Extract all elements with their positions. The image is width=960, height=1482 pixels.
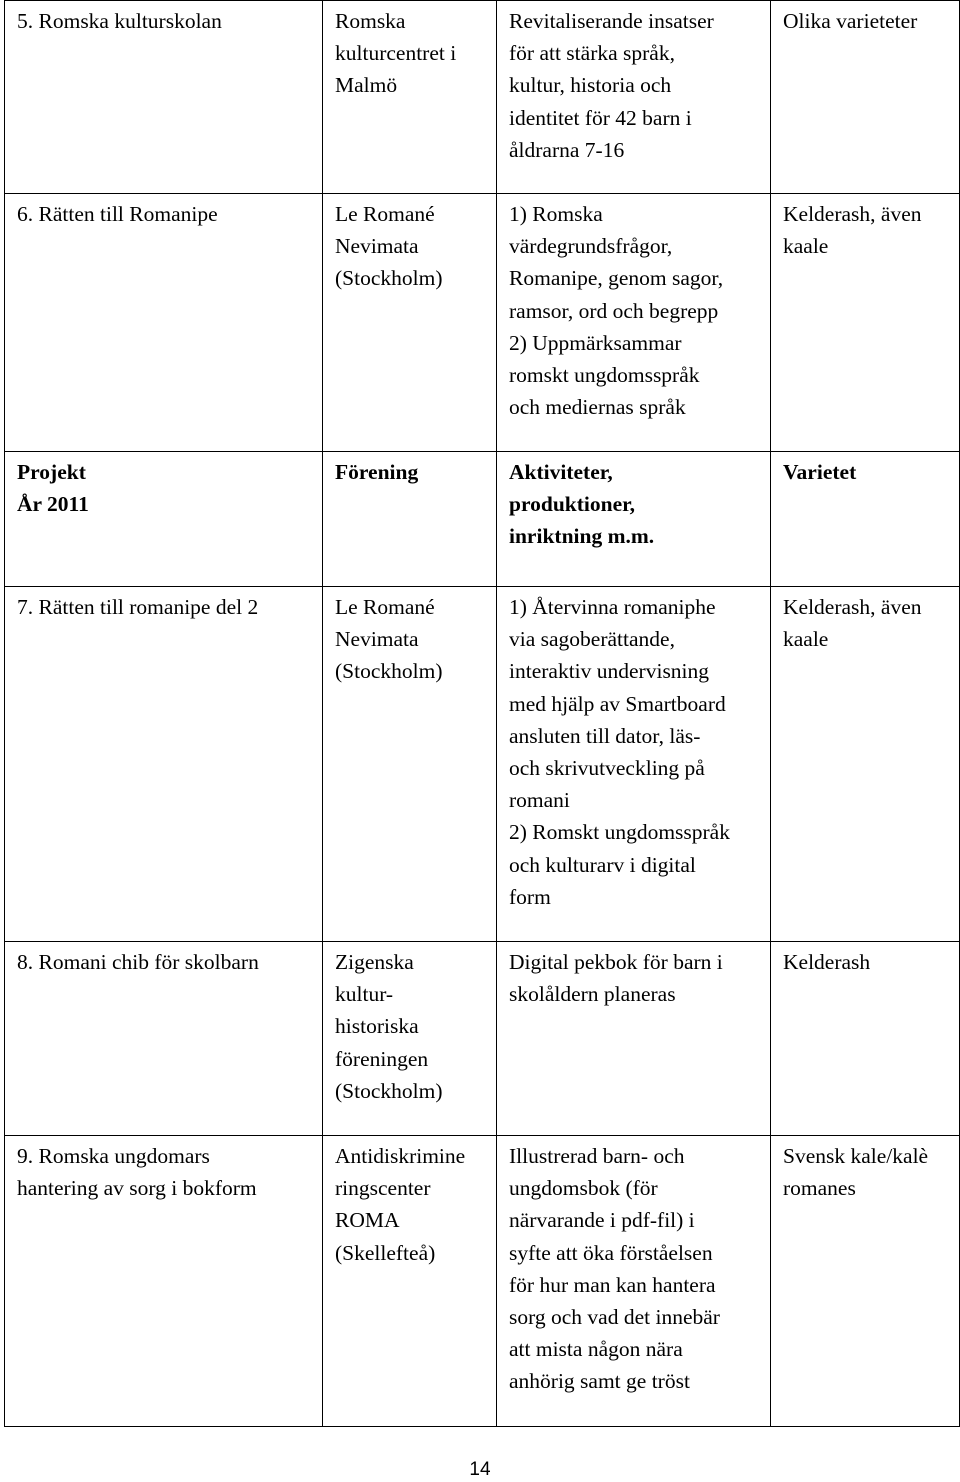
header-project-text: Projekt [17, 460, 86, 484]
header-activities-text: Aktiviteter, [509, 460, 613, 484]
activities-text: ansluten till dator, läs- [509, 723, 701, 748]
variety-text: kaale [783, 627, 829, 652]
variety-text: kaale [783, 234, 829, 259]
project-text: 6. Rätten till Romanipe [17, 202, 218, 226]
association-cell [323, 1, 497, 194]
activities-text: Romanipe, genom sagor, [509, 266, 724, 291]
activities-text: 1) Återvinna romaniphe [509, 595, 716, 619]
header-activities-text: inriktning m.m. [509, 524, 655, 549]
association-text: ROMA [335, 1208, 400, 1233]
association-text: (Stockholm) [335, 1078, 443, 1103]
activities-text: ungdomsbok (för [509, 1176, 658, 1201]
activities-text: 2) Uppmärksammar [509, 330, 682, 355]
variety-cell [771, 194, 960, 452]
association-text: Zigenska [335, 950, 414, 974]
activities-text: romskt ungdomsspråk [509, 363, 700, 388]
association-cell [323, 194, 497, 452]
association-cell [323, 587, 497, 942]
activities-text: 2) Romskt ungdomsspråk [509, 820, 730, 845]
project-table-body [5, 1, 960, 1427]
project-cell [5, 1, 323, 194]
activities-text: anhörig samt ge tröst [509, 1369, 690, 1394]
project-cell [5, 1136, 323, 1427]
variety-text: Kelderash, även [783, 595, 922, 619]
association-text: kultur- [335, 982, 394, 1007]
variety-cell [771, 1, 960, 194]
activities-text: skolåldern planeras [509, 982, 676, 1007]
activities-cell [497, 942, 771, 1136]
activities-text: Revitaliserande insatser [509, 9, 714, 33]
variety-text: romanes [783, 1176, 856, 1201]
association-text: ringscenter [335, 1176, 431, 1201]
activities-text: ramsor, ord och begrepp [509, 298, 719, 323]
activities-text: Digital pekbok för barn i [509, 950, 723, 974]
project-cell [5, 942, 323, 1136]
variety-text: Kelderash [783, 950, 871, 974]
activities-text: och mediernas språk [509, 395, 686, 420]
activities-text: att mista någon nära [509, 1337, 683, 1362]
activities-text: 1) Romska [509, 202, 603, 226]
activities-text: sorg och vad det innebär [509, 1305, 720, 1330]
project-text: 8. Romani chib för skolbarn [17, 950, 259, 974]
association-text: föreningen [335, 1046, 429, 1071]
activities-text: och kulturarv i digital [509, 852, 696, 877]
association-cell [323, 942, 497, 1136]
page-number: 14 [469, 1459, 491, 1480]
activities-text: Illustrerad barn- och [509, 1144, 685, 1168]
table-row [5, 1136, 960, 1427]
activities-text: för hur man kan hantera [509, 1272, 716, 1297]
header-association-text: Förening [335, 460, 419, 484]
table-row [5, 194, 960, 452]
association-text: Romska [335, 9, 406, 33]
header-association-cell [323, 452, 497, 587]
activities-cell [497, 1, 771, 194]
activities-cell [497, 1136, 771, 1427]
activities-text: form [509, 884, 551, 909]
header-variety-text: Varietet [783, 460, 857, 484]
variety-cell [771, 587, 960, 942]
variety-text: Olika varieteter [783, 9, 918, 33]
activities-text: med hjälp av Smartboard [509, 691, 726, 716]
header-project-cell [5, 452, 323, 587]
activities-text: och skrivutveckling på [509, 756, 705, 781]
association-text: (Stockholm) [335, 659, 443, 684]
activities-text: värdegrundsfrågor, [509, 234, 673, 259]
activities-text: åldrarna 7-16 [509, 137, 625, 162]
association-text: kulturcentret i [335, 41, 457, 66]
activities-text: interaktiv undervisning [509, 659, 710, 684]
activities-cell [497, 194, 771, 452]
association-text: Antidiskrimine [335, 1144, 466, 1168]
activities-text: närvarande i pdf-fil) i [509, 1208, 695, 1233]
activities-text: identitet för 42 barn i [509, 105, 692, 130]
header-activities-text: produktioner, [509, 492, 636, 517]
association-cell [323, 1136, 497, 1427]
association-text: Le Romané [335, 595, 435, 619]
association-text: Le Romané [335, 202, 435, 226]
project-cell [5, 587, 323, 942]
association-text: Malmö [335, 73, 398, 98]
project-text: 5. Romska kulturskolan [17, 9, 222, 33]
table-row [5, 1, 960, 194]
table-row [5, 942, 960, 1136]
association-text: (Stockholm) [335, 266, 443, 291]
header-activities-cell [497, 452, 771, 587]
variety-cell [771, 1136, 960, 1427]
activities-text: för att stärka språk, [509, 41, 675, 66]
variety-text: Svensk kale/kalè [783, 1144, 929, 1168]
table-row [5, 587, 960, 942]
variety-text: Kelderash, även [783, 202, 922, 226]
association-text: Nevimata [335, 627, 419, 652]
project-text: 7. Rätten till romanipe del 2 [17, 595, 259, 619]
activities-text: romani [509, 788, 570, 813]
table-header-row [5, 452, 960, 587]
activities-text: via sagoberättande, [509, 627, 675, 652]
activities-text: syfte att öka förståelsen [509, 1240, 713, 1265]
association-text: Nevimata [335, 234, 419, 259]
variety-cell [771, 942, 960, 1136]
association-text: (Skellefteå) [335, 1240, 436, 1265]
header-year-text: År 2011 [17, 492, 89, 517]
project-table [4, 0, 960, 1427]
header-variety-cell [771, 452, 960, 587]
activities-text: kultur, historia och [509, 73, 672, 98]
association-text: historiska [335, 1014, 419, 1039]
project-cell [5, 194, 323, 452]
project-text: 9. Romska ungdomars [17, 1144, 210, 1168]
activities-cell [497, 587, 771, 942]
project-text: hantering av sorg i bokform [17, 1176, 257, 1201]
